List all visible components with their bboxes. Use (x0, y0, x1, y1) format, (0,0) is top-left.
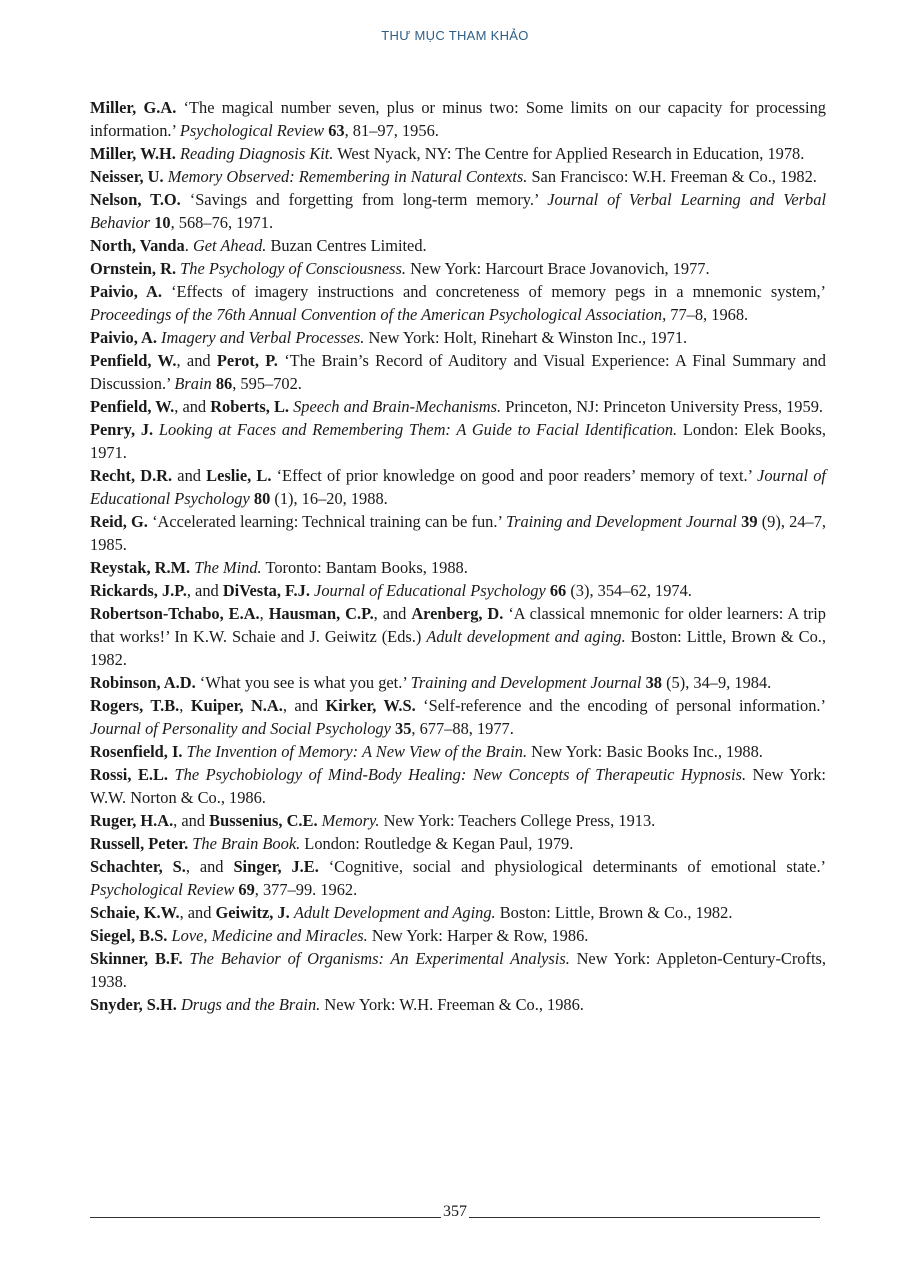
reference-entry (90, 901, 826, 924)
reference-entry (90, 257, 826, 280)
reference-entry (90, 96, 826, 142)
reference-author: Ruger, H.A. (90, 811, 174, 830)
reference-text: , 81–97, 1956. (344, 121, 439, 140)
reference-text: ‘Effect of prior knowledge on good and poor readers’ memory of text.’ (271, 466, 758, 485)
reference-entry (90, 809, 826, 832)
reference-title: Journal of Educational Psychology (90, 466, 826, 508)
reference-text: , and (282, 696, 326, 715)
reference-entry (90, 579, 826, 602)
reference-title: Adult Development and Aging. (293, 903, 496, 922)
reference-text: New York: W.H. Freeman & Co., 1986. (320, 995, 584, 1014)
reference-entry (90, 510, 826, 556)
footer-rule-left (90, 1217, 441, 1218)
reference-author: Rosenfield, I. (90, 742, 183, 761)
reference-entry (90, 740, 826, 763)
reference-author: Singer, J.E. (233, 857, 319, 876)
reference-author: 38 (645, 673, 662, 692)
reference-author: Penry, J. (90, 420, 154, 439)
reference-title: Adult development and aging. (426, 627, 626, 646)
reference-author: Reid, G. (90, 512, 148, 531)
reference-author: Arenberg, D. (411, 604, 504, 623)
reference-text: Toronto: Bantam Books, 1988. (261, 558, 468, 577)
reference-list (90, 96, 826, 1016)
reference-title: Looking at Faces and Remembering Them: A Guide to Facial Identification. (158, 420, 678, 439)
reference-author: Roberts, L. (210, 397, 289, 416)
reference-title: The Brain Book. (192, 834, 301, 853)
reference-title: Psychological Review (90, 880, 235, 899)
reference-entry (90, 947, 826, 993)
reference-text: West Nyack, NY: The Centre for Applied Research in Education, 1978. (333, 144, 805, 163)
reference-text: (3), 354–62, 1974. (566, 581, 692, 600)
reference-author: Paivio, A. (90, 328, 157, 347)
reference-title: The Psychobiology of Mind-Body Healing: New Concepts of Therapeutic Hypnosis. (174, 765, 747, 784)
reference-title: Memory Observed: Remembering in Natural Contexts. (167, 167, 528, 186)
reference-entry (90, 556, 826, 579)
reference-title: Journal of Educational Psychology (314, 581, 546, 600)
reference-text: , (259, 604, 269, 623)
reference-author: Hausman, C.P. (268, 604, 374, 623)
reference-text: London: Elek Books, 1971. (90, 420, 827, 462)
reference-text: London: Routledge & Kegan Paul, 1979. (300, 834, 574, 853)
reference-entry (90, 280, 826, 326)
reference-author: 39 (741, 512, 758, 531)
reference-text: ‘The Brain’s Record of Auditory and Visual Experience: A Final Summary and Discussion.’ (90, 351, 827, 393)
page-number: 357 (443, 1203, 467, 1220)
reference-entry (90, 165, 826, 188)
reference-text: , 77–8, 1968. (662, 305, 749, 324)
reference-entry (90, 671, 826, 694)
reference-author: Bussenius, C.E. (209, 811, 318, 830)
reference-text: , 377–99. 1962. (254, 880, 358, 899)
reference-text: ‘A classical mnemonic for older learners: A trip that works!’ In K.W. Schaie and J. Geiwitz (Eds.) (90, 604, 826, 646)
reference-author: Kuiper, N.A. (190, 696, 283, 715)
reference-text: . (184, 236, 193, 255)
reference-author: Reystak, R.M. (90, 558, 191, 577)
reference-text: , and (186, 581, 223, 600)
reference-author: 69 (238, 880, 255, 899)
reference-text: , 677–88, 1977. (411, 719, 514, 738)
reference-author: Schachter, S. (90, 857, 186, 876)
reference-author: Perot, P. (216, 351, 278, 370)
reference-author: Russell, Peter. (90, 834, 189, 853)
reference-text: ‘Effects of imagery instructions and concreteness of memory pegs in a mnemonic system,’ (161, 282, 827, 301)
reference-title: Training and Development Journal (505, 512, 737, 531)
reference-title: Love, Medicine and Miracles. (171, 926, 368, 945)
reference-entry (90, 395, 826, 418)
reference-text: New York: Basic Books Inc., 1988. (527, 742, 763, 761)
reference-author: Skinner, B.F. (90, 949, 183, 968)
reference-title: Proceedings of the 76th Annual Convention of the American Psychological Association (90, 305, 663, 324)
reference-author: Siegel, B.S. (90, 926, 168, 945)
reference-entry (90, 326, 826, 349)
reference-title: The Behavior of Organisms: An Experimental Analysis. (189, 949, 570, 968)
reference-author: Recht, D.R. (90, 466, 173, 485)
reference-entry (90, 763, 826, 809)
reference-author: Paivio, A. (90, 282, 162, 301)
reference-author: Geiwitz, J. (215, 903, 290, 922)
reference-author: Miller, W.H. (90, 144, 176, 163)
reference-title: Speech and Brain-Mechanisms. (293, 397, 502, 416)
reference-title: The Mind. (194, 558, 262, 577)
reference-text: ‘What you see is what you get.’ (195, 673, 411, 692)
reference-author: Robinson, A.D. (90, 673, 196, 692)
reference-author: 80 (253, 489, 271, 508)
reference-text: ‘Accelerated learning: Technical training can be fun.’ (147, 512, 506, 531)
reference-entry (90, 418, 826, 464)
reference-author: Schaie, K.W. (90, 903, 180, 922)
reference-text: New York: W.W. Norton & Co., 1986. (90, 765, 826, 807)
reference-text: (5), 34–9, 1984. (662, 673, 772, 692)
reference-entry (90, 234, 826, 257)
reference-text: ‘Cognitive, social and physiological determinants of emotional state.’ (318, 857, 827, 876)
reference-entry (90, 694, 826, 740)
reference-author: DiVesta, F.J. (222, 581, 310, 600)
reference-title: Drugs and the Brain. (180, 995, 321, 1014)
reference-entry (90, 188, 826, 234)
reference-text: , and (176, 351, 217, 370)
reference-author: 63 (328, 121, 345, 140)
reference-author: Rickards, J.P. (90, 581, 187, 600)
reference-author: North, Vanda (90, 236, 185, 255)
reference-author: Snyder, S.H. (90, 995, 177, 1014)
page-header: THƯ MỤC THAM KHẢO (381, 28, 529, 43)
reference-text: New York: Appleton-Century-Crofts, 1938. (90, 949, 826, 991)
reference-entry (90, 832, 826, 855)
reference-text: , and (174, 397, 211, 416)
reference-title: Training and Development Journal (410, 673, 642, 692)
reference-author: Rossi, E.L. (90, 765, 169, 784)
reference-text: New York: Harcourt Brace Jovanovich, 1977. (405, 259, 710, 278)
reference-text: New York: Harper & Row, 1986. (367, 926, 589, 945)
reference-title: Journal of Verbal Learning and Verbal Behavior (90, 190, 826, 232)
reference-text: (1), 16–20, 1988. (270, 489, 388, 508)
reference-title: The Invention of Memory: A New View of the Brain. (186, 742, 528, 761)
reference-entry (90, 602, 826, 671)
reference-text: ‘Self-reference and the encoding of personal information.’ (415, 696, 826, 715)
reference-text: ‘Savings and forgetting from long-term memory.’ (180, 190, 548, 209)
reference-author: 35 (395, 719, 412, 738)
reference-author: 10 (154, 213, 171, 232)
page-footer (90, 1200, 820, 1224)
reference-title: The Psychology of Consciousness. (180, 259, 406, 278)
reference-text: Buzan Centres Limited. (266, 236, 427, 255)
reference-author: Penfield, W. (90, 351, 177, 370)
reference-title: Memory. (321, 811, 380, 830)
footer-rule-right (469, 1217, 820, 1218)
reference-title: Brain (174, 374, 212, 393)
reference-author: Rogers, T.B. (90, 696, 180, 715)
reference-text: Boston: Little, Brown & Co., 1982. (495, 903, 733, 922)
reference-text: New York: Holt, Rinehart & Winston Inc., 1971. (364, 328, 688, 347)
reference-title: Journal of Personality and Social Psychology (90, 719, 391, 738)
reference-title: Psychological Review (179, 121, 325, 140)
reference-author: Nelson, T.O. (90, 190, 181, 209)
reference-text: Princeton, NJ: Princeton University Press, 1959. (501, 397, 823, 416)
reference-text: (9), 24–7, 1985. (90, 512, 826, 554)
reference-text: , and (173, 811, 210, 830)
reference-title: Get Ahead. (192, 236, 267, 255)
reference-text: , (179, 696, 191, 715)
reference-entry (90, 993, 826, 1016)
reference-title: Reading Diagnosis Kit. (180, 144, 334, 163)
reference-entry (90, 855, 826, 901)
reference-text: New York: Teachers College Press, 1913. (379, 811, 656, 830)
reference-author: Neisser, U. (90, 167, 164, 186)
reference-author: Robertson-Tchabo, E.A. (90, 604, 260, 623)
reference-author: Miller, G.A. (90, 98, 177, 117)
reference-author: Kirker, W.S. (325, 696, 416, 715)
reference-author: Penfield, W. (90, 397, 175, 416)
reference-author: 66 (549, 581, 567, 600)
reference-entry (90, 349, 826, 395)
reference-text: San Francisco: W.H. Freeman & Co., 1982. (527, 167, 817, 186)
reference-entry (90, 464, 826, 510)
reference-author: 86 (215, 374, 233, 393)
reference-text: , 595–702. (232, 374, 302, 393)
reference-author: Ornstein, R. (90, 259, 177, 278)
reference-text: Boston: Little, Brown & Co., 1982. (90, 627, 826, 669)
reference-title: Imagery and Verbal Processes. (161, 328, 365, 347)
reference-text: , 568–76, 1971. (170, 213, 274, 232)
reference-text: and (172, 466, 207, 485)
reference-author: Leslie, L. (206, 466, 272, 485)
reference-text: , and (185, 857, 234, 876)
reference-entry (90, 924, 826, 947)
reference-text: , and (373, 604, 412, 623)
reference-text: , and (179, 903, 216, 922)
reference-entry (90, 142, 826, 165)
reference-text: ‘The magical number seven, plus or minus two: Some limits on our capacity for processing information.’ (90, 98, 827, 140)
